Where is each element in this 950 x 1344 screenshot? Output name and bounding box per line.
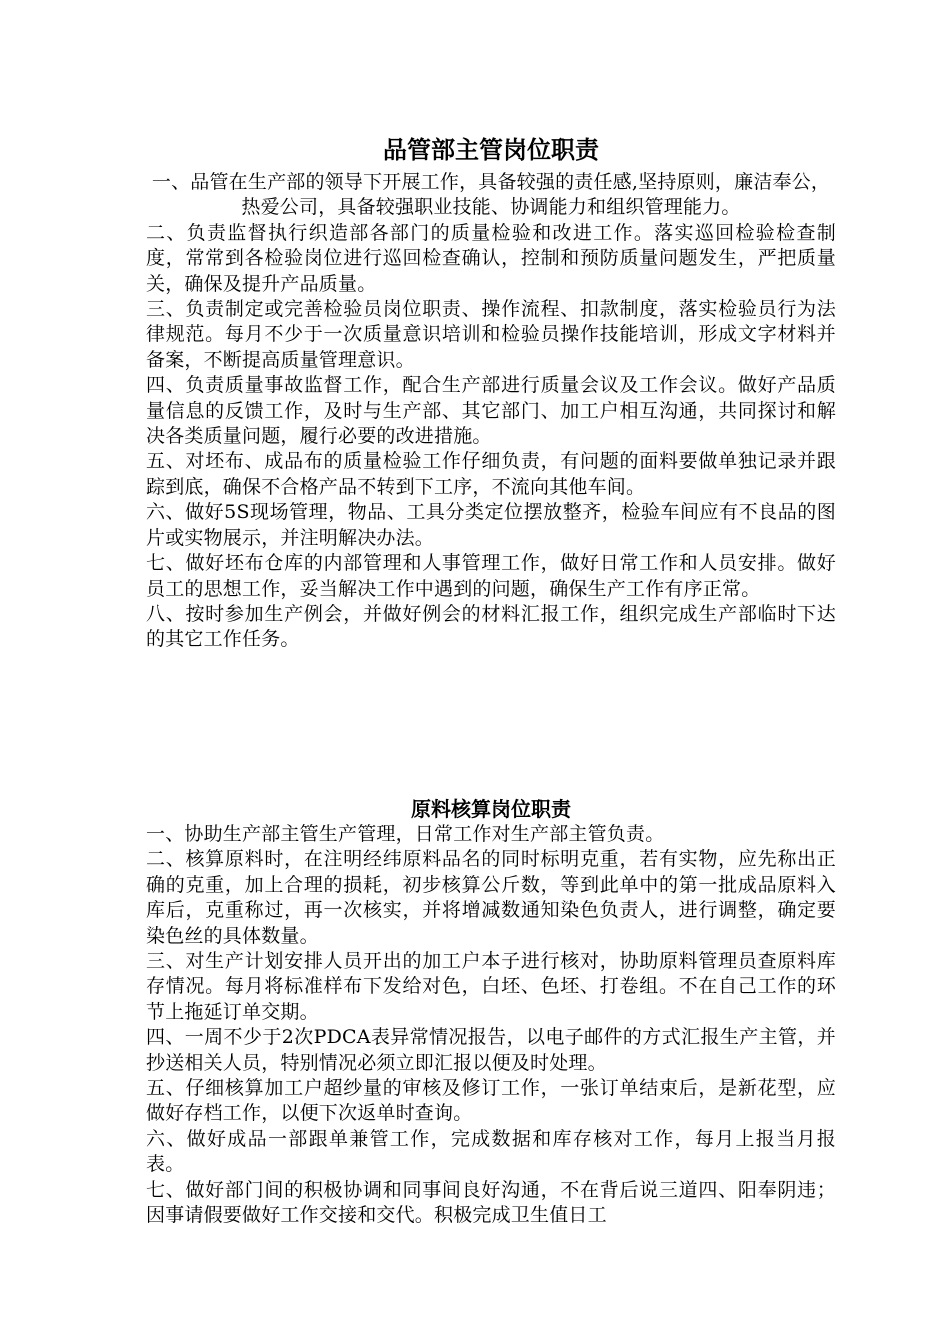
duty-item: 五、仔细核算加工户超纱量的审核及修订工作，一张订单结束后，是新花型，应做好存档工作，以便下次返单时查询。	[146, 1077, 836, 1125]
section-quality-manager	[146, 132, 836, 653]
duty-item: 三、对生产计划安排人员开出的加工户本子进行核对，协助原料管理员查原料库存情况。每月将标准样布下发给对色，白坯、色坯、打卷组。不在自己工作的环节上拖延订单交期。	[146, 950, 836, 1023]
duty-item: 六、做好成品一部跟单兼管工作，完成数据和库存核对工作，每月上报当月报表。	[146, 1127, 836, 1176]
duty-item: 四、负责质量事故监督工作，配合生产部进行质量会议及工作会议。做好产品质量信息的反馈工作，及时与生产部、其它部门、加工户相互沟通，共同探讨和解决各类质量问题，履行必要的改进措施。	[146, 374, 836, 448]
duty-item: 二、核算原料时，在注明经纬原料品名的同时标明克重，若有实物，应先称出正确的克重，加上合理的损耗，初步核算公斤数，等到此单中的第一批成品原料入库后，克重称过，再一次核实，并将增减数通知染色负责人，进行调整，确定要染色丝的具体数量。	[146, 848, 836, 947]
section-title: 原料核算岗位职责	[411, 797, 571, 821]
duty-item: 二、负责监督执行织造部各部门的质量检验和改进工作。落实巡回检验检查制度，常常到各检验岗位进行巡回检查确认，控制和预防质量问题发生，严把质量关，确保及提升产品质量。	[146, 221, 836, 295]
section-title: 品管部主管岗位职责	[383, 135, 599, 164]
duty-item: 七、做好部门间的积极协调和同事间良好沟通，不在背后说三道四、阳奉阴违；因事请假要做好工作交接和交代。积极完成卫生值日工	[146, 1178, 836, 1227]
duty-item: 八、按时参加生产例会，并做好例会的材料汇报工作，组织完成生产部临时下达的其它工作任务。	[146, 602, 836, 651]
duty-item: 三、负责制定或完善检验员岗位职责、操作流程、扣款制度，落实检验员行为法律规范。每月不少于一次质量意识培训和检验员操作技能培训，形成文字材料并备案，不断提高质量管理意识。	[146, 298, 836, 371]
duty-item: 一、品管在生产部的领导下开展工作，具备较强的责任感,坚持原则，廉洁奉公，热爱公司，具备较强职业技能、协调能力和组织管理能力。	[151, 171, 831, 219]
duty-item: 一、协助生产部主管生产管理，日常工作对生产部主管负责。	[146, 823, 665, 845]
duty-item: 六、做好5S现场管理，物品、工具分类定位摆放整齐，检验车间应有不良品的图片或实物展示，并注明解决办法。	[146, 501, 836, 549]
duty-item: 七、做好坯布仓库的内部管理和人事管理工作，做好日常工作和人员安排。做好员工的思想工作，妥当解决工作中遇到的问题，确保生产工作有序正常。	[146, 552, 836, 600]
duty-item: 五、对坯布、成品布的质量检验工作仔细负责，有问题的面料要做单独记录并跟踪到底，确保不合格产品不转到下工序，不流向其他车间。	[146, 450, 836, 498]
section-material-accounting	[146, 796, 836, 1229]
duty-item: 四、一周不少于2次PDCA表异常情况报告，以电子邮件的方式汇报生产主管，并抄送相关人员，特别情况必须立即汇报以便及时处理。	[146, 1026, 836, 1074]
